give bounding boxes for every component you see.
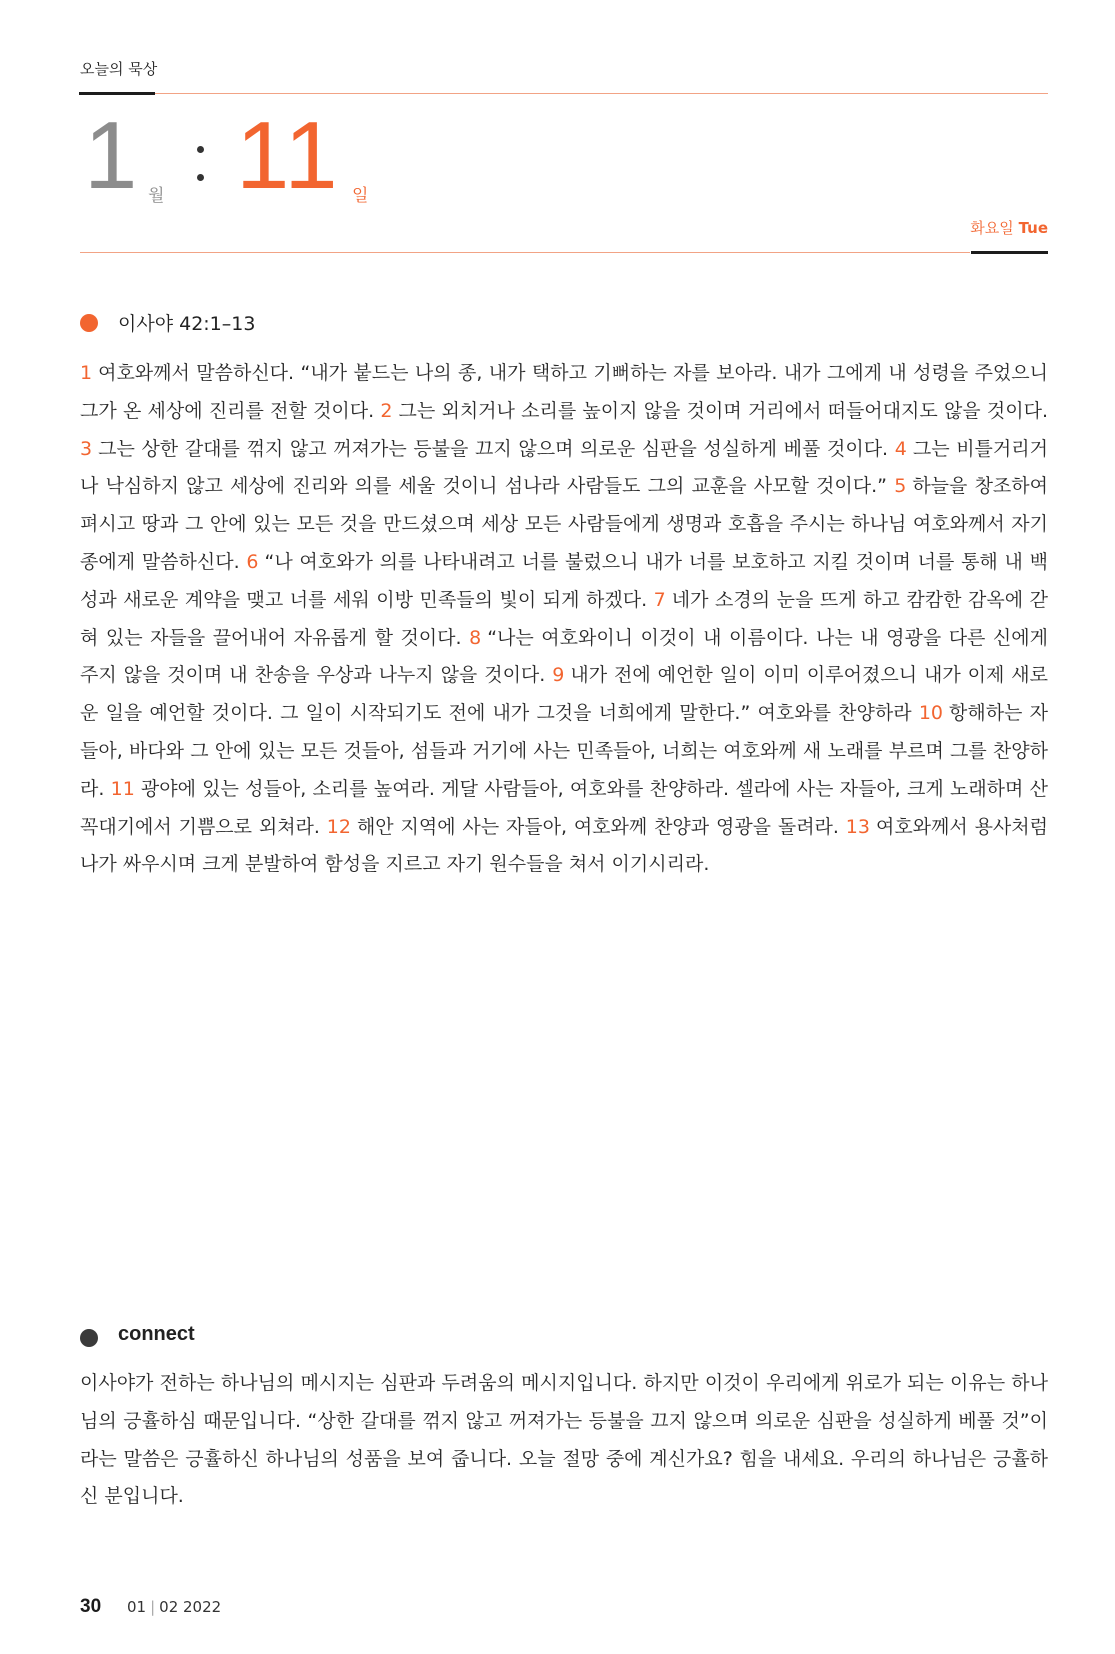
verse-number: 9	[552, 664, 565, 687]
top-divider	[155, 93, 1048, 94]
connect-title: connect	[118, 1323, 195, 1345]
verse-number: 13	[845, 815, 870, 838]
date-divider	[80, 252, 970, 253]
issue-separator: |	[150, 1598, 156, 1616]
weekday	[970, 217, 1048, 238]
date-month-unit: 월	[148, 186, 165, 206]
verse-number: 8	[469, 626, 482, 649]
date-day: 11	[236, 102, 340, 209]
weekday-underline	[971, 251, 1048, 254]
issue-year: 02 2022	[159, 1598, 222, 1616]
verse-number: 4	[894, 437, 907, 460]
verse-text: 내가 전에 예언한 일이 이미 이루어졌으니 내가 이제 새로운 일을 예언할 것이다. 그 일이 시작되기도 전에 내가 그것을 너희에게 말한다.” 여호와를 찬양하라	[80, 664, 1048, 725]
reading-bullet-icon	[80, 314, 98, 332]
verse-number: 12	[326, 815, 351, 838]
scripture-reference: 이사야 42:1–13	[118, 313, 256, 335]
weekday-ko: 화요일	[970, 219, 1014, 237]
verse-text: 그는 비틀거리거나 낙심하지 않고 세상에 진리와 의를 세울 것이니 섬나라 사람들도 그의 교훈을 사모할 것이다.”	[80, 437, 1048, 498]
verse-number: 5	[894, 475, 907, 498]
issue-info	[127, 1598, 221, 1616]
verse-number: 2	[380, 399, 393, 422]
verse-text: 그는 상한 갈대를 꺾지 않고 꺼져가는 등불을 끄지 않으며 의로운 심판을 성실하게 베풀 것이다.	[98, 437, 895, 460]
verse-number: 7	[653, 588, 666, 611]
section-label: 오늘의 묵상	[80, 60, 158, 78]
verse-text: “나는 여호와이니 이것이 내 이름이다. 나는 내 영광을 다른 신에게 주지 않을 것이며 내 찬송을 우상과 나누지 않을 것이다.	[80, 626, 1048, 687]
issue-months: 01	[127, 1598, 147, 1616]
connect-body: 이사야가 전하는 하나님의 메시지는 심판과 두려움의 메시지입니다. 하지만 이것이 우리에게 위로가 되는 이유는 하나님의 긍휼하심 때문입니다. “상한 갈대를 꺾지 않고 꺼져가는 등불을 끄지 않으며 의로운 심판을 성실하게 베풀 것”이라는 말씀은 긍휼하신 하나님의 성품을 보여 줍니다. 오늘 절망 중에 계신가요? 힘을 내세요. 우리의 하나님은 긍휼하신 분입니다.	[80, 1372, 1048, 1508]
verse-text: 항해하는 자들아, 바다와 그 안에 있는 모든 것들아, 섬들과 거기에 사는 민족들아, 너희는 여호와께 새 노래를 부르며 그를 찬양하라.	[80, 702, 1048, 800]
verse-text: 여호와께서 용사처럼 나가 싸우시며 크게 분발하여 함성을 지르고 자기 원수들을 쳐서 이기시리라.	[80, 815, 1048, 876]
verse-text: 광야에 있는 성들아, 소리를 높여라. 게달 사람들아, 여호와를 찬양하라. 셀라에 사는 자들아, 크게 노래하며 산꼭대기에서 기쁨으로 외쳐라.	[80, 777, 1048, 838]
weekday-en: Tue	[1018, 219, 1048, 237]
verse-number: 10	[918, 702, 943, 725]
verse-number: 1	[80, 362, 93, 384]
date-day-unit: 일	[352, 186, 369, 206]
verse-text: 네가 소경의 눈을 뜨게 하고 캄캄한 감옥에 갇혀 있는 자들을 끌어내어 자유롭게 할 것이다.	[80, 588, 1048, 649]
scripture-text	[80, 355, 1048, 884]
date-month: 1	[84, 102, 136, 209]
verse-number: 3	[80, 437, 93, 460]
date-colon	[197, 146, 205, 194]
section-label-underline	[79, 92, 155, 95]
verse-text: “나 여호와가 의를 나타내려고 너를 불렀으니 내가 너를 보호하고 지킬 것이며 너를 통해 내 백성과 새로운 계약을 맺고 너를 세워 이방 민족들의 빛이 되게 하겠다.	[80, 550, 1049, 611]
verse-text: 여호와께서 말씀하신다. “내가 붙드는 나의 종, 내가 택하고 기뻐하는 자를 보아라. 내가 그에게 내 성령을 주었으니 그가 온 세상에 진리를 전할 것이다.	[80, 362, 1048, 422]
verse-text: 그는 외치거나 소리를 높이지 않을 것이며 거리에서 떠들어대지도 않을 것이다.	[398, 399, 1049, 422]
verse-text: 해안 지역에 사는 자들아, 여호와께 찬양과 영광을 돌려라.	[356, 815, 846, 838]
verse-number: 11	[110, 777, 135, 800]
connect-bullet-icon	[80, 1329, 98, 1347]
verse-number: 6	[246, 550, 259, 573]
verse-text: 하늘을 창조하여 펴시고 땅과 그 안에 있는 모든 것을 만드셨으며 세상 모든 사람들에게 생명과 호흡을 주시는 하나님 여호와께서 자기 종에게 말씀하신다.	[80, 475, 1048, 573]
page-number: 30	[80, 1596, 102, 1617]
